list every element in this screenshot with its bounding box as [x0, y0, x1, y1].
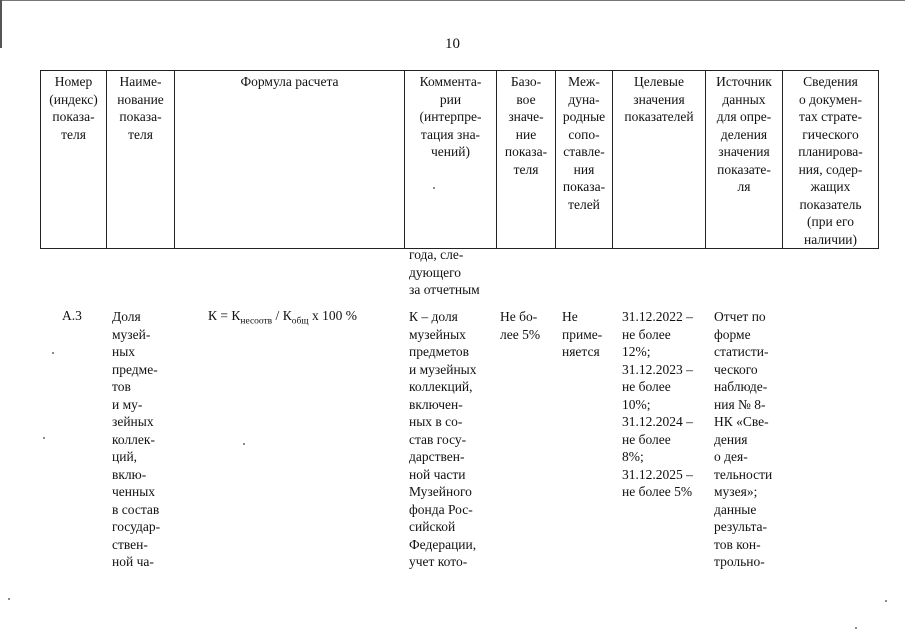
header-col-international — [556, 71, 613, 249]
text-line: учет кото- — [409, 554, 468, 569]
text-line: ных в со- — [409, 414, 463, 429]
text-line: значения — [718, 144, 770, 159]
text-line: зейных — [112, 414, 154, 429]
text-line: К – доля — [409, 309, 458, 324]
text-line: тельности — [714, 466, 773, 482]
text-line: года, сле- — [409, 247, 464, 262]
text-line: гического — [802, 126, 859, 142]
text-line: лее 5% — [500, 326, 541, 342]
text-line: коллекций, — [409, 379, 473, 394]
formula-sub-nonconforming: несоотв — [240, 316, 273, 327]
text-line: показателей — [624, 109, 694, 124]
header-col-targets — [613, 71, 706, 249]
text-line: рии — [439, 91, 462, 107]
text-line: теля — [61, 126, 86, 142]
scan-speck — [433, 187, 435, 189]
text-line: Меж- — [568, 74, 600, 89]
text-line: тов — [112, 379, 131, 394]
text-line: Доля — [112, 309, 141, 324]
text-line: ческого — [714, 361, 758, 377]
indicator-index: А.3 — [62, 308, 82, 323]
text-line: показа- — [119, 109, 162, 124]
text-line: форме — [714, 326, 751, 342]
text-line: 31.12.2022 – — [622, 309, 693, 324]
text-line: деления — [720, 126, 768, 142]
header-col-name — [107, 71, 175, 249]
text-line: ставле- — [563, 144, 605, 159]
text-line: Не бо- — [500, 309, 538, 324]
text-line: статисти- — [714, 344, 769, 359]
text-line: Не — [562, 309, 578, 324]
international-comparison — [562, 308, 602, 361]
text-line: ния, содер- — [798, 161, 863, 177]
text-line: Коммента- — [419, 74, 482, 89]
text-line: (при его — [806, 214, 854, 229]
header-table — [40, 70, 879, 249]
header-col-formula — [175, 71, 405, 249]
text-line: тация зна- — [420, 126, 481, 142]
text-line: музей- — [112, 326, 151, 342]
text-line: фонда Рос- — [409, 501, 473, 517]
text-line: музейных — [409, 326, 466, 342]
text-line: показа- — [504, 144, 548, 159]
scan-speck — [885, 600, 887, 602]
text-line: показате- — [717, 161, 771, 177]
data-source — [714, 308, 772, 571]
text-line: сопо- — [568, 126, 600, 142]
text-line: чений) — [431, 144, 470, 159]
text-line: НК «Све- — [714, 414, 769, 429]
text-line: Наиме- — [119, 74, 162, 89]
indicator-comment — [409, 308, 477, 571]
text-line: (индекс) — [49, 91, 98, 107]
text-line: показа- — [562, 179, 606, 194]
formula-k: К — [208, 308, 218, 323]
formula-tail: х 100 % — [308, 308, 357, 323]
text-line: не более — [622, 326, 671, 342]
text-line: и му- — [112, 396, 143, 412]
text-line: 10%; — [622, 396, 651, 412]
text-line: значения — [633, 91, 685, 107]
comment-continuation — [409, 246, 480, 299]
formula — [208, 307, 357, 331]
text-line: ченных — [112, 484, 156, 499]
scan-speck — [52, 352, 54, 354]
text-line: дующего — [409, 264, 462, 280]
text-line: предме- — [112, 361, 158, 377]
text-line: Отчет по — [714, 309, 766, 324]
text-line: Музейного — [409, 484, 472, 499]
text-line: вклю- — [112, 466, 147, 482]
text-line: данных — [722, 91, 766, 107]
text-line: и музейных — [409, 361, 477, 377]
text-line: дуна- — [568, 91, 600, 107]
text-line: Целевые — [634, 74, 684, 89]
target-values — [622, 308, 693, 501]
text-line: сийской — [409, 519, 456, 534]
text-line: за отчетным — [409, 282, 480, 297]
indicator-name — [112, 308, 160, 571]
text-line: Базо- — [510, 74, 542, 89]
text-line: коллек- — [112, 431, 155, 447]
text-line: дарствен- — [409, 449, 465, 464]
text-line: показатель — [799, 196, 862, 212]
header-col-index — [41, 71, 107, 249]
text-line: Источник — [716, 74, 772, 89]
text-line: музея»; — [714, 484, 758, 499]
text-line: няется — [562, 344, 600, 359]
text-line: ных — [112, 344, 136, 359]
header-col-comments — [405, 71, 497, 249]
text-line: телей — [568, 196, 600, 212]
header-col-strategic-docs — [783, 71, 879, 249]
text-line: о докумен- — [799, 91, 862, 107]
formula-div: / — [272, 308, 283, 323]
text-line: (интерпре- — [419, 109, 482, 124]
text-line: Номер — [54, 74, 93, 89]
text-line: 31.12.2023 – — [622, 361, 693, 377]
text-line: став госу- — [409, 431, 467, 447]
text-line: о дея- — [714, 449, 748, 464]
text-line: 12%; — [622, 344, 651, 359]
header-col-base — [497, 71, 556, 249]
text-line: не более 5% — [622, 484, 693, 499]
text-line: Сведения — [803, 74, 858, 89]
formula-k2: К — [282, 308, 292, 323]
scan-edge — [0, 0, 905, 1]
formula-sub-total: общ — [291, 316, 309, 327]
scan-speck — [243, 443, 245, 445]
text-line: тов кон- — [714, 536, 761, 552]
text-line: для опре- — [716, 109, 772, 124]
text-line: результа- — [714, 519, 768, 534]
text-line: тах страте- — [798, 109, 863, 124]
text-line: ля — [737, 179, 751, 194]
scan-speck — [43, 437, 45, 439]
text-line: в состав — [112, 501, 160, 517]
text-line: теля — [513, 161, 539, 177]
scan-speck — [855, 627, 857, 629]
text-line: Формула расчета — [240, 74, 339, 89]
text-line: значе- — [508, 109, 544, 124]
text-line: нование — [117, 91, 164, 107]
text-line: данные — [714, 501, 757, 517]
text-line: Федерации, — [409, 536, 477, 552]
text-line: ствен- — [112, 536, 148, 552]
text-line: трольно- — [714, 554, 765, 569]
text-line: родные — [562, 109, 606, 124]
text-line: 8%; — [622, 449, 644, 464]
formula-k1: К — [231, 308, 241, 323]
text-line: вое — [516, 91, 536, 107]
page-number: 10 — [445, 36, 460, 52]
text-line: ния — [573, 161, 595, 177]
text-line: ния № 8- — [714, 396, 766, 412]
text-line: не более — [622, 379, 671, 394]
formula-eq: = — [217, 308, 232, 323]
header-col-source — [706, 71, 783, 249]
text-line: государ- — [112, 519, 161, 534]
text-line: 31.12.2025 – — [622, 466, 693, 482]
text-line: включен- — [409, 396, 463, 412]
text-line: ной части — [409, 466, 466, 482]
base-value — [500, 308, 540, 343]
text-line: жащих — [810, 179, 851, 194]
text-line: теля — [128, 126, 153, 142]
text-line: дения — [714, 431, 748, 447]
text-line: наличии) — [803, 231, 858, 247]
text-line: предметов — [409, 344, 470, 359]
text-line: показа- — [52, 109, 95, 124]
text-line: ций, — [112, 449, 138, 464]
scan-speck — [8, 598, 10, 600]
text-line: ной ча- — [112, 554, 154, 569]
text-line: ние — [515, 126, 537, 142]
text-line: наблюде- — [714, 379, 768, 394]
text-line: не более — [622, 431, 671, 447]
text-line: планирова- — [798, 144, 863, 159]
text-line: приме- — [562, 326, 603, 342]
text-line: 31.12.2024 – — [622, 414, 693, 429]
